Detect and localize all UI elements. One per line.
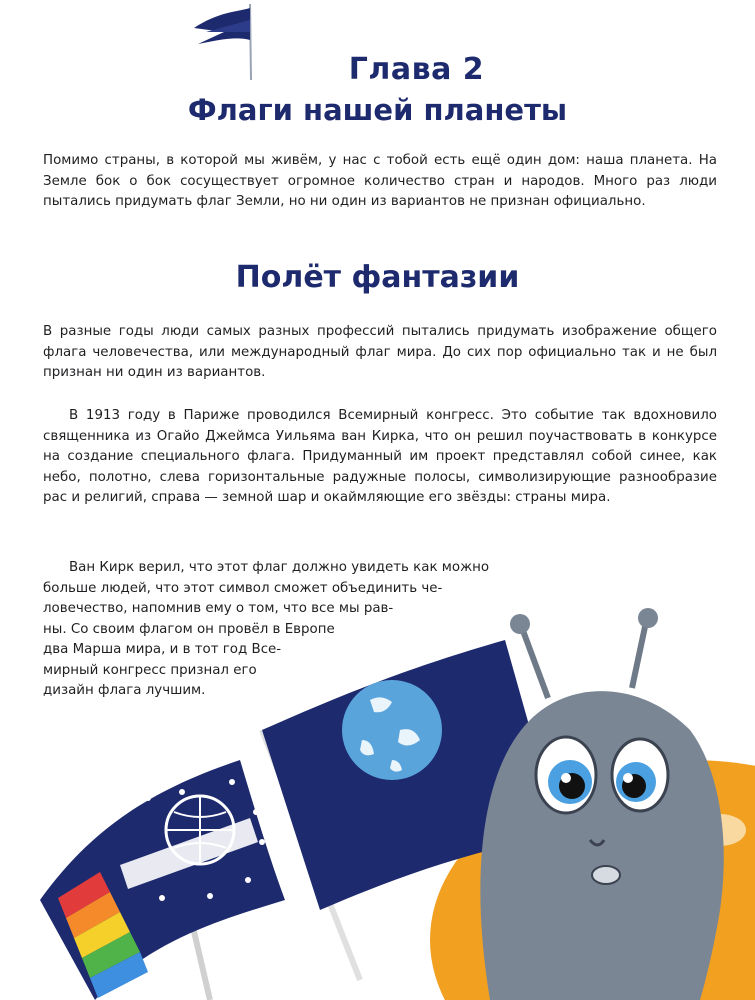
page-title: Флаги нашей планеты — [187, 93, 568, 127]
text-line: два Марша мира, и в тот год Все- — [43, 642, 282, 657]
illustration — [0, 580, 755, 1000]
paragraph-history: В разные годы люди самых разных профессий пытались придумать изображение общего флага человечества, или международный флаг мира. До сих пор официально так и не был признан ни один из вариантов. — [43, 324, 717, 380]
text-line: мирный конгресс признал его — [43, 662, 257, 678]
rainbow-flag-illustration — [40, 760, 285, 1000]
text-line: больше людей, что этот символ сможет объединить че- — [43, 580, 443, 596]
intro-paragraph: Помимо страны, в которой мы живём, у нас с тобой есть ещё один дом: наша планета. На Земле бок о бок сосуществует огромное количество стран и народов. Много раз люди пытались придумать флаг Земли, но ни один из вариантов не признан официально. — [43, 153, 717, 209]
text-line: ны. Со своим флагом он провёл в Европе — [43, 621, 335, 637]
paragraph-van-kirk: В 1913 году в Париже проводился Всемирный конгресс. Это событие так вдохновило священника из Огайо Джеймса Уильяма ван Кирка, что он решил поучаствовать в конкурсе на создание специального флага. Придуманный им проект представлял собой синее, как небо, полотно, слева горизонтальные радужные полосы, символизирующие разнообразие рас и религий, справа — земной шар и окаймляющие его звёзды: страны мира. — [43, 408, 717, 505]
text-line: дизайн флага лучшим. — [43, 683, 206, 698]
text-line: Ван Кирк верил, что этот флаг должно увидеть как можно — [69, 560, 490, 575]
text-line: ловечество, напомнив ему о том, что все мы рав- — [43, 601, 394, 616]
chapter-label-text: Глава 2 — [348, 52, 485, 87]
chapter-label — [0, 52, 755, 87]
alien-illustration — [480, 608, 723, 1000]
section-heading: Полёт фантазии — [235, 260, 520, 295]
